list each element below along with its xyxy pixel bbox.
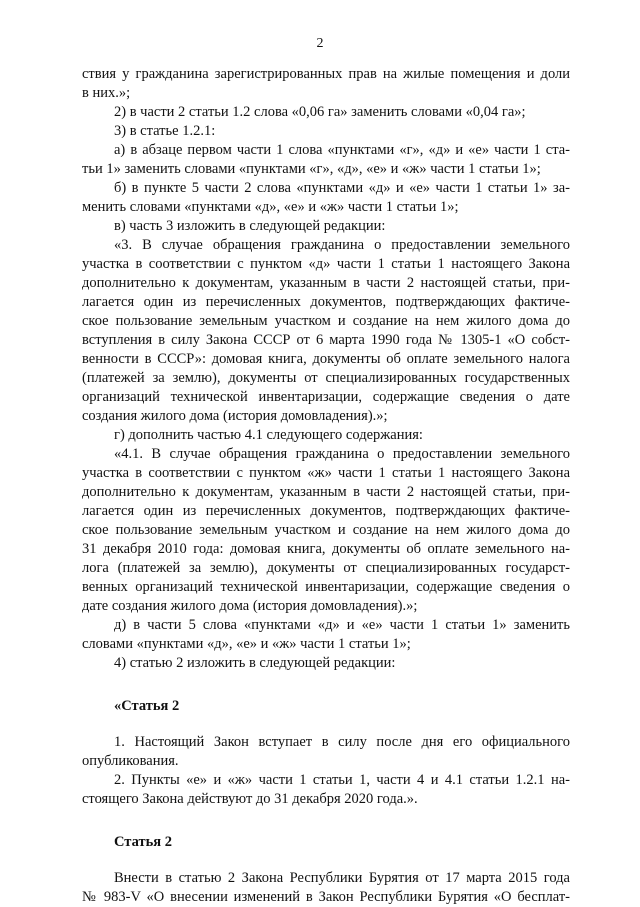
text-line: «4.1. В случае обращения гражданина о предоставлении земельного <box>114 446 570 462</box>
text-line: стоящего Закона действуют до 31 декабря 2020 года.». <box>82 791 418 807</box>
text-line: участка в соответствии с пунктом «ж» части 1 статьи 1 настоящего Закона <box>82 465 570 481</box>
text-line: венности в СССР»: домовая книга, документы об оплате земельного налога <box>82 351 570 367</box>
text-line: (платежей за землю), документы от специализированных государственных <box>82 370 570 386</box>
text-line: «3. В случае обращения гражданина о предоставлении земельного <box>114 237 570 253</box>
text-line: лога (платежей за землю), документы от специализированных государст- <box>82 560 570 576</box>
text-line: Внести в статью 2 Закона Республики Бурятия от 17 марта 2015 года <box>114 870 570 886</box>
text-line: вступления в силу Закона СССР от 6 марта 1990 года № 1305-1 «О собст- <box>82 332 570 348</box>
text-line: участка в соответствии с пунктом «д» части 1 статьи 1 настоящего Закона <box>82 256 570 272</box>
text-line: 2) в части 2 статьи 1.2 слова «0,06 га» заменить словами «0,04 га»; <box>114 104 526 120</box>
text-line: д) в части 5 слова «пунктами «д» и «е» части 1 статьи 1» заменить <box>114 617 570 633</box>
text-line: 3) в статье 1.2.1: <box>114 123 216 139</box>
text-line: дополнительно к документам, указанным в части 2 настоящей статьи, при- <box>82 484 570 500</box>
text-line: б) в пункте 5 части 2 слова «пунктами «д» и «е» части 1 статьи 1» за- <box>114 180 570 196</box>
quoted-article-body <box>82 733 570 809</box>
text-line: тьи 1» заменить словами «пунктами «г», «д», «е» и «ж» части 1 статьи 1»; <box>82 161 541 177</box>
text-line: 1. Настоящий Закон вступает в силу после дня его официального <box>114 734 570 750</box>
text-line: а) в абзаце первом части 1 слова «пунктами «г», «д» и «е» части 1 ста- <box>114 142 570 158</box>
text-line: № 983-V «О внесении изменений в Закон Республики Бурятия «О бесплат- <box>82 889 570 905</box>
text-line: ствия у гражданина зарегистрированных прав на жилые помещения и доли <box>82 66 570 82</box>
spacer <box>82 852 570 869</box>
spacer <box>82 809 570 833</box>
page-number: 2 <box>316 36 324 51</box>
text-line: словами «пунктами «д», «е» и «ж» части 1 статьи 1»; <box>82 636 411 652</box>
text-line: венных организаций технической инвентаризации, содержащие сведения о <box>82 579 570 595</box>
text-line: в) часть 3 изложить в следующей редакции: <box>114 218 386 234</box>
text-line: опубликования. <box>82 753 179 769</box>
quoted-article-heading: «Статья 2 <box>114 698 180 714</box>
text-line: 31 декабря 2010 года: домовая книга, документы об оплате земельного на- <box>82 541 570 557</box>
text-line: организаций технической инвентаризации, содержащие сведения о дате <box>82 389 570 405</box>
text-line: 4) статью 2 изложить в следующей редакции: <box>114 655 396 671</box>
text-line: дате создания жилого дома (история домовладения).»; <box>82 598 418 614</box>
amendment-list <box>82 65 570 673</box>
text-line: в них.»; <box>82 85 131 101</box>
text-line: создания жилого дома (история домовладения).»; <box>82 408 388 424</box>
text-line: ское пользование земельным участком и создание на нем жилого дома до <box>82 313 570 329</box>
text-line: г) дополнить частью 4.1 следующего содержания: <box>114 427 423 443</box>
text-line: ское пользование земельным участком и создание на нем жилого дома до <box>82 522 570 538</box>
text-line: 2. Пункты «е» и «ж» части 1 статьи 1, части 4 и 4.1 статьи 1.2.1 на- <box>114 772 570 788</box>
article-2-heading: Статья 2 <box>114 834 172 850</box>
spacer <box>82 716 570 733</box>
text-line: лагается один из перечисленных документов, подтверждающих фактиче- <box>82 503 570 519</box>
spacer <box>82 673 570 697</box>
article-2-body <box>82 869 570 907</box>
document-body <box>82 65 570 907</box>
text-line: менить словами «пунктами «д», «е» и «ж» части 1 статьи 1»; <box>82 199 459 215</box>
text-line: лагается один из перечисленных документов, подтверждающих фактиче- <box>82 294 570 310</box>
text-line: дополнительно к документам, указанным в части 2 настоящей статьи, при- <box>82 275 570 291</box>
